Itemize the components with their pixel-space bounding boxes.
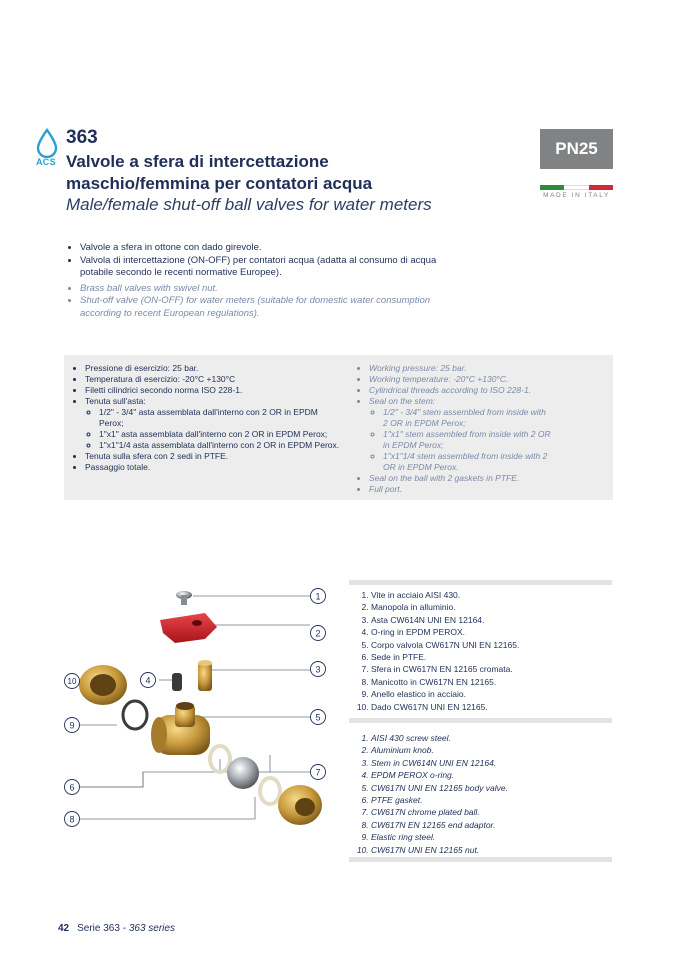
component-item: 7. Sfera in CW617N EN 12165 cromata. bbox=[371, 663, 519, 675]
callout-4 bbox=[141, 673, 156, 688]
callout-1 bbox=[311, 589, 326, 604]
ball-part bbox=[227, 757, 259, 789]
svg-text:2: 2 bbox=[315, 628, 321, 639]
specifications-box bbox=[64, 355, 613, 500]
component-item: 3. Asta CW614N UNI EN 12164. bbox=[371, 614, 519, 626]
description-bullets bbox=[66, 242, 456, 320]
spec-port-en: • Full port. bbox=[369, 484, 551, 495]
italian-flag bbox=[540, 185, 613, 190]
component-item-en: 6. PTFE gasket. bbox=[371, 794, 508, 806]
bullet-en-1: • Brass ball valves with swivel nut. bbox=[80, 283, 456, 296]
made-in-italy-label: MADE IN ITALY bbox=[543, 192, 610, 199]
water-drop-icon bbox=[34, 128, 60, 158]
component-item-en: 1. AISI 430 screw steel. bbox=[371, 732, 508, 744]
callout-5 bbox=[311, 710, 326, 725]
page-subtitle: Male/female shut-off ball valves for water meters bbox=[66, 195, 432, 214]
callout-10 bbox=[65, 674, 80, 689]
spec-stem-item-en: ◦ 1/2" - 3/4" stem assembled from inside with 2 OR in EPDM Perox; bbox=[383, 407, 551, 429]
acs-label: ACS bbox=[36, 157, 56, 167]
callout-9 bbox=[65, 718, 80, 733]
product-code: 363 bbox=[66, 127, 98, 148]
divider bbox=[349, 580, 612, 585]
spec-ball-seal: • Tenuta sulla sfera con 2 sedi in PTFE. bbox=[85, 451, 342, 462]
component-item: 2. Manopola in alluminio. bbox=[371, 601, 519, 613]
component-item-en: 7. CW617N chrome plated ball. bbox=[371, 806, 508, 818]
nut-part bbox=[79, 665, 127, 705]
spec-temperature: • Temperatura di esercizio: -20°C +130°C bbox=[85, 374, 342, 385]
spec-threads-en: • Cylindrical threads according to ISO 228-1. bbox=[369, 385, 551, 396]
spec-temperature-en: • Working temperature: -20°C +130°C. bbox=[369, 374, 551, 385]
callout-6 bbox=[65, 780, 80, 795]
bullet-en-2: • Shut-off valve (ON-OFF) for water meters (suitable for domestic water consumption according to recent European regulations). bbox=[80, 295, 456, 320]
components-list-italian bbox=[349, 589, 519, 713]
component-item-en: 9. Elastic ring steel. bbox=[371, 831, 508, 843]
component-item: 6. Sede in PTFE. bbox=[371, 651, 519, 663]
callout-7 bbox=[311, 765, 326, 780]
component-item: 1. Vite in acciaio AISI 430. bbox=[371, 589, 519, 601]
title-line-2: maschio/femmina per contatori acqua bbox=[66, 174, 373, 193]
exploded-valve-diagram bbox=[55, 575, 345, 835]
stem-part bbox=[198, 660, 212, 691]
bullet-it-1: • Valvole a sfera in ottone con dado girevole. bbox=[80, 242, 456, 255]
specs-english bbox=[356, 363, 551, 495]
divider bbox=[349, 857, 612, 862]
svg-text:10: 10 bbox=[67, 677, 77, 686]
svg-text:5: 5 bbox=[315, 712, 321, 723]
svg-text:8: 8 bbox=[69, 814, 75, 825]
elastic-ring-part bbox=[123, 701, 147, 729]
callout-3 bbox=[311, 662, 326, 677]
series-label: Serie 363 - bbox=[77, 923, 129, 934]
spec-pressure-en: • Working pressure: 25 bar. bbox=[369, 363, 551, 374]
valve-body-part bbox=[151, 702, 210, 755]
callout-2 bbox=[311, 626, 326, 641]
component-item: 9. Anello elastico in acciaio. bbox=[371, 688, 519, 700]
component-item: 8. Manicotto in CW617N EN 12165. bbox=[371, 676, 519, 688]
title-line-1: Valvole a sfera di intercettazione bbox=[66, 152, 329, 171]
page-title bbox=[66, 151, 486, 195]
component-item: 10. Dado CW617N UNI EN 12165. bbox=[371, 701, 519, 713]
components-panel bbox=[349, 580, 612, 860]
specs-italian bbox=[72, 363, 342, 473]
o-ring-part bbox=[172, 673, 182, 691]
component-item: 4. O-ring in EPDM PEROX. bbox=[371, 626, 519, 638]
svg-text:7: 7 bbox=[315, 767, 321, 778]
spec-port: • Passaggio totale. bbox=[85, 462, 342, 473]
bullet-it-2: • Valvola di intercettazione (ON-OFF) per contatori acqua (adatta al consumo di acqua potabile secondo le recenti normative Europee). bbox=[80, 255, 456, 280]
component-item-en: 5. CW617N UNI EN 12165 body valve. bbox=[371, 782, 508, 794]
component-item-en: 2. Aluminium knob. bbox=[371, 744, 508, 756]
components-list-english bbox=[349, 732, 508, 856]
svg-text:4: 4 bbox=[145, 675, 151, 686]
spec-threads: • Filetti cilindrici secondo norma ISO 228-1. bbox=[85, 385, 342, 396]
component-item-en: 10. CW617N UNI EN 12165 nut. bbox=[371, 844, 508, 856]
svg-text:3: 3 bbox=[315, 664, 321, 675]
callout-8 bbox=[65, 812, 80, 827]
page-number: 42 bbox=[58, 923, 70, 934]
spec-stem-item: ◦ 1"x1" asta assemblata dall'interno con 2 OR in EPDM Perox; bbox=[99, 429, 342, 440]
spec-stem-item-en: ◦ 1"x1" stem assembled from inside with 2 OR in EPDM Perox; bbox=[383, 429, 551, 451]
screw-part bbox=[176, 591, 192, 605]
spec-stem-item: ◦ 1/2" - 3/4" asta assemblata dall'interno con 2 OR in EPDM Perox; bbox=[99, 407, 342, 429]
component-item-en: 8. CW617N EN 12165 end adaptor. bbox=[371, 819, 508, 831]
spec-ball-seal-en: • Seal on the ball with 2 gaskets in PTFE. bbox=[369, 473, 551, 484]
spec-pressure: • Pressione di esercizio: 25 bar. bbox=[85, 363, 342, 374]
knob-part bbox=[160, 613, 217, 643]
component-item: 5. Corpo valvola CW617N UNI EN 12165. bbox=[371, 639, 519, 651]
component-item-en: 4. EPDM PEROX o-ring. bbox=[371, 769, 508, 781]
spec-stem-item: ◦ 1"x1"1/4 asta assemblata dall'interno con 2 OR in EPDM Perox. bbox=[99, 440, 342, 451]
spec-stem-seal: Tenuta sull'asta: bbox=[85, 396, 146, 406]
ptfe-gasket-part bbox=[260, 778, 280, 804]
svg-text:1: 1 bbox=[315, 591, 321, 602]
spec-stem-item-en: ◦ 1"x1"1/4 stem assembled from inside with 2 OR in EPDM Perox. bbox=[383, 451, 551, 473]
divider bbox=[349, 718, 612, 723]
pressure-badge: PN25 bbox=[540, 129, 613, 169]
svg-text:9: 9 bbox=[69, 720, 75, 731]
component-item-en: 3. Stem in CW614N UNI EN 12164. bbox=[371, 757, 508, 769]
end-adaptor-part bbox=[278, 785, 322, 825]
series-label-en: 363 series bbox=[128, 923, 175, 934]
spec-stem-seal-en: Seal on the stem: bbox=[369, 396, 436, 406]
page-footer bbox=[58, 923, 175, 934]
svg-text:6: 6 bbox=[69, 782, 75, 793]
